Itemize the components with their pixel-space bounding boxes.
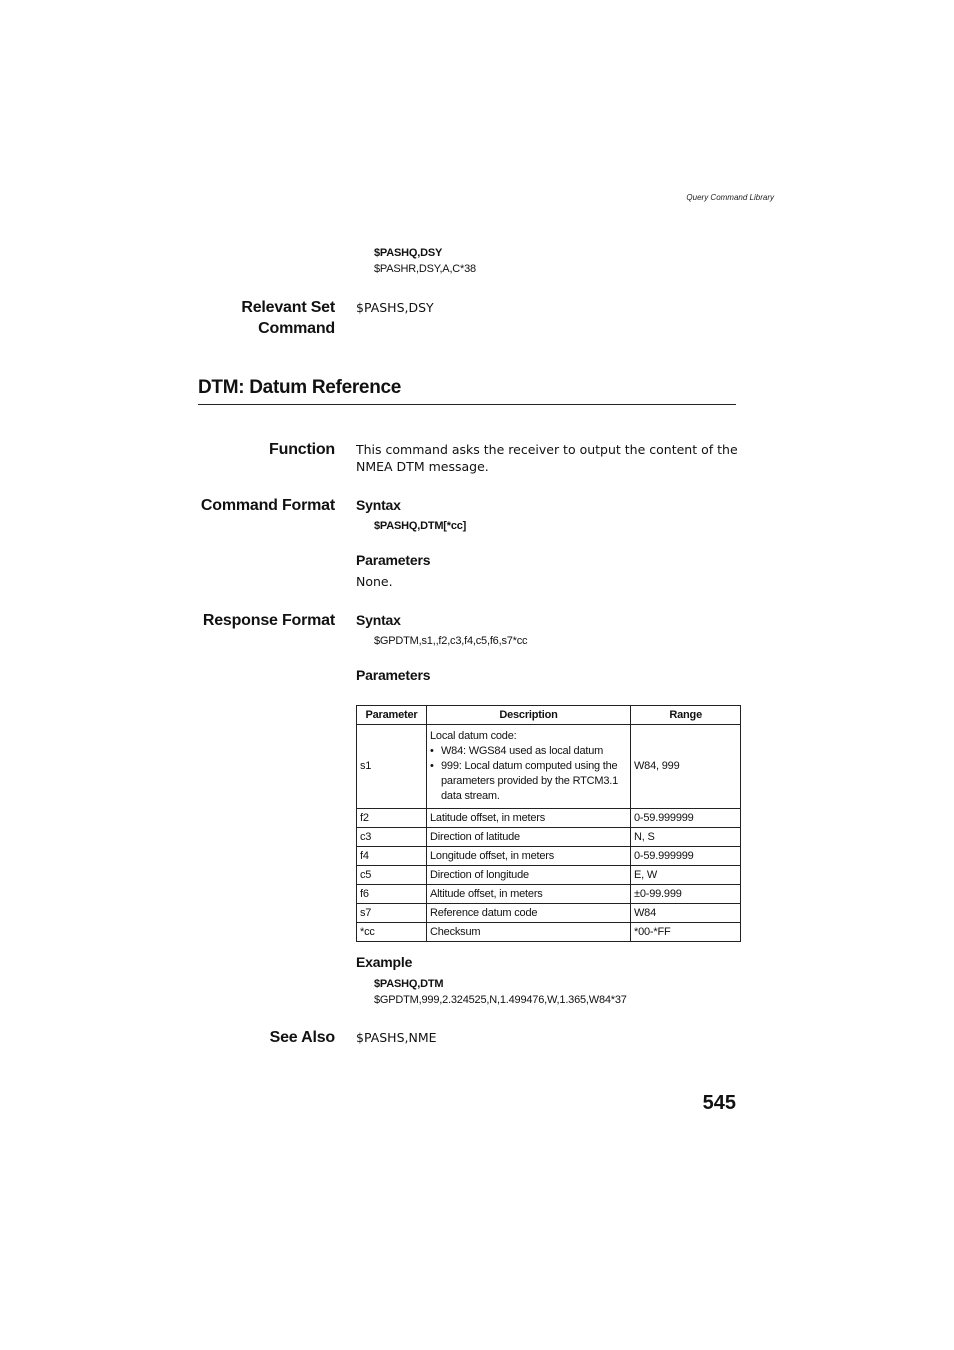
cell-desc-list <box>430 744 627 804</box>
command-syntax: $PASHQ,DTM[*cc] <box>374 520 467 532</box>
cell-desc-intro: Local datum code: <box>430 730 517 742</box>
command-parameters-heading: Parameters <box>356 552 431 568</box>
page-number: 545 <box>702 1092 736 1114</box>
relevant-set-label-line2: Command <box>258 320 335 337</box>
cell-param: f2 <box>357 809 427 828</box>
example-response-dsy: $PASHR,DSY,A,C*38 <box>374 263 476 275</box>
command-syntax-heading: Syntax <box>356 497 401 513</box>
function-label: Function <box>269 441 335 458</box>
cell-desc <box>427 725 631 809</box>
cell-range: *00-*FF <box>631 923 741 942</box>
example-response: $GPDTM,999,2.324525,N,1.499476,W,1.365,W84*37 <box>374 994 627 1006</box>
cell-desc: Altitude offset, in meters <box>427 885 631 904</box>
command-parameters-text: None. <box>356 574 393 589</box>
cell-range: ±0-99.999 <box>631 885 741 904</box>
response-syntax: $GPDTM,s1,,f2,c3,f4,c5,f6,s7*cc <box>374 635 528 647</box>
response-parameters-heading: Parameters <box>356 667 431 683</box>
example-heading: Example <box>356 954 413 970</box>
example-command: $PASHQ,DTM <box>374 978 444 990</box>
cell-range: W84, 999 <box>631 725 741 809</box>
table-row <box>357 809 741 828</box>
table-row <box>357 904 741 923</box>
cell-range: 0-59.999999 <box>631 847 741 866</box>
see-also-label: See Also <box>269 1029 335 1046</box>
table-header-row <box>357 706 741 725</box>
section-rule <box>198 404 736 405</box>
function-text: This command asks the receiver to output the content of the NMEA DTM message. <box>356 442 738 474</box>
cell-range: W84 <box>631 904 741 923</box>
relevant-set-value: $PASHS,DSY <box>356 300 434 315</box>
table-row <box>357 847 741 866</box>
header-range: Range <box>631 706 741 725</box>
cell-desc: Direction of longitude <box>427 866 631 885</box>
parameters-table <box>356 705 741 942</box>
relevant-set-label-line1: Relevant Set <box>241 299 335 316</box>
cell-param: s1 <box>357 725 427 809</box>
response-format-label: Response Format <box>202 612 335 629</box>
table-row <box>357 885 741 904</box>
command-format-label: Command Format <box>200 497 335 514</box>
cell-param: c5 <box>357 866 427 885</box>
response-syntax-heading: Syntax <box>356 612 401 628</box>
section-title: DTM: Datum Reference <box>198 377 402 398</box>
cell-range: 0-59.999999 <box>631 809 741 828</box>
cell-range: N, S <box>631 828 741 847</box>
cell-range: E, W <box>631 866 741 885</box>
see-also-value: $PASHS,NME <box>356 1030 437 1045</box>
cell-desc: Direction of latitude <box>427 828 631 847</box>
cell-param: *cc <box>357 923 427 942</box>
relevant-set-label <box>150 297 335 339</box>
cell-desc: Checksum <box>427 923 631 942</box>
cell-desc: Reference datum code <box>427 904 631 923</box>
header-parameter: Parameter <box>357 706 427 725</box>
list-item: • 999: Local datum computed using the parameters provided by the RTCM3.1 data stream. <box>430 759 627 804</box>
running-head: Query Command Library <box>686 193 774 202</box>
cell-param: f4 <box>357 847 427 866</box>
cell-param: s7 <box>357 904 427 923</box>
table-row <box>357 866 741 885</box>
list-item: • W84: WGS84 used as local datum <box>430 744 627 759</box>
cell-desc: Longitude offset, in meters <box>427 847 631 866</box>
table-row <box>357 828 741 847</box>
header-description: Description <box>427 706 631 725</box>
cell-param: f6 <box>357 885 427 904</box>
example-command-dsy: $PASHQ,DSY <box>374 247 443 259</box>
cell-desc: Latitude offset, in meters <box>427 809 631 828</box>
table-row <box>357 923 741 942</box>
cell-param: c3 <box>357 828 427 847</box>
table-row <box>357 725 741 809</box>
